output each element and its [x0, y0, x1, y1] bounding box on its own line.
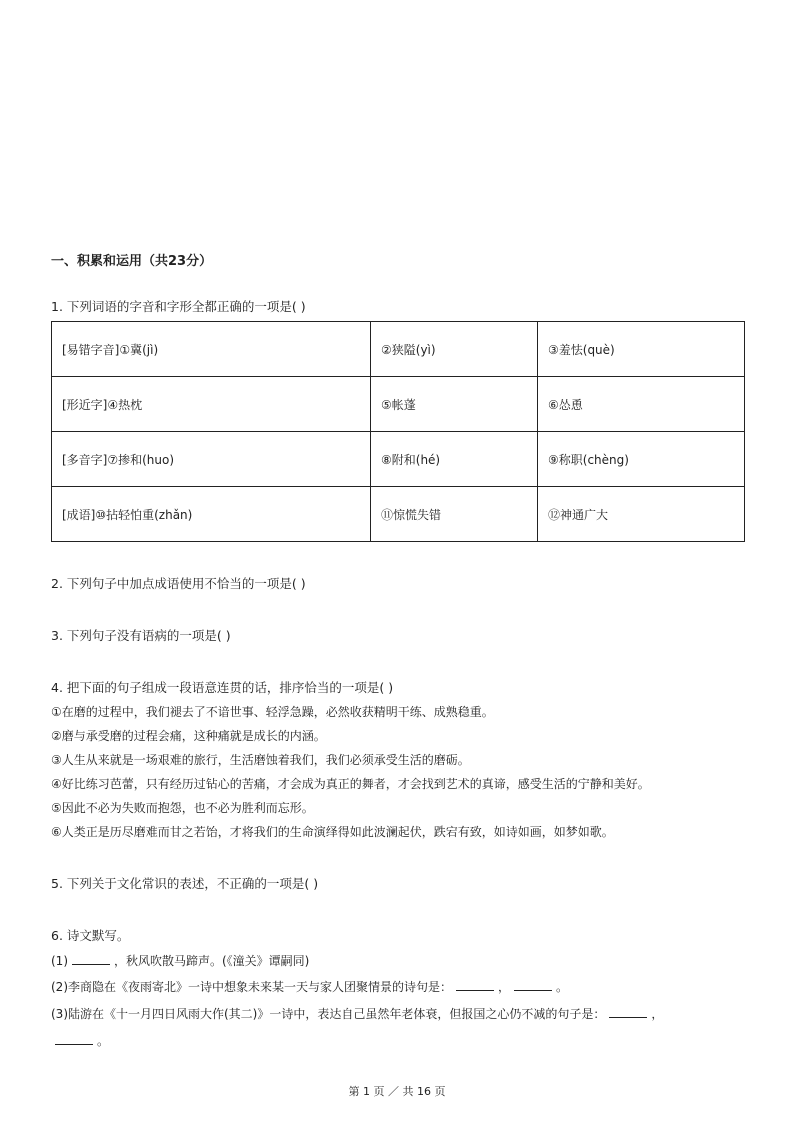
question-3-stem: 3. 下列句子没有语病的一项是( ) — [51, 628, 231, 643]
dictation-text: (2)李商隐在《夜雨寄北》一诗中想象未来某一天与家人团聚情景的诗句是： — [51, 980, 453, 994]
dictation-text: (3)陆游在《十一月四日风雨大作(其二)》一诗中，表达自己虽然年老体衰，但报国之心仍不减的句子是： — [51, 1007, 606, 1021]
table-cell: ⑥怂恿 — [538, 377, 745, 432]
table-cell: ⑨称职(chèng) — [538, 432, 745, 487]
section-title: 一、积累和运用（共23分） — [51, 254, 213, 269]
table-cell: [多音字]⑦掺和(huo) — [52, 432, 371, 487]
table-cell: ⑤帐蓬 — [371, 377, 538, 432]
dictation-separator: ， — [498, 980, 511, 994]
question-2-stem: 2. 下列句子中加点成语使用不恰当的一项是( ) — [51, 576, 306, 591]
answer-blank[interactable] — [72, 954, 110, 965]
dictation-line-1 — [51, 952, 309, 969]
question-4-sentence: ⑤因此不必为失败而抱怨，也不必为胜利而忘形。 — [51, 801, 314, 815]
table-cell: ②狭隘(yì) — [371, 322, 538, 377]
table-cell: ⑧附和(hé) — [371, 432, 538, 487]
table-row — [52, 487, 745, 542]
question-4-sentence: ⑥人类正是历尽磨难而甘之若饴，才将我们的生命演绎得如此波澜起伏，跌宕有致，如诗如画，如梦如歌。 — [51, 825, 614, 839]
question-1-stem: 1. 下列词语的字音和字形全都正确的一项是( ) — [51, 299, 306, 314]
table-row — [52, 432, 745, 487]
dictation-text: ，秋风吹散马蹄声。(《潼关》谭嗣同) — [114, 954, 310, 968]
question-4-sentence: ①在磨的过程中，我们褪去了不谙世事、轻浮急躁，必然收获精明干练、成熟稳重。 — [51, 705, 494, 719]
dictation-line-2 — [51, 978, 568, 995]
answer-blank[interactable] — [55, 1034, 93, 1045]
dictation-prefix: (1) — [51, 954, 68, 968]
dictation-end: 。 — [97, 1034, 110, 1048]
answer-blank[interactable] — [514, 980, 552, 991]
question-4-sentence: ③人生从来就是一场艰难的旅行，生活磨蚀着我们，我们必须承受生活的磨砺。 — [51, 753, 470, 767]
dictation-end: 。 — [556, 980, 569, 994]
question-4-sentence: ②磨与承受磨的过程会痛，这种痛就是成长的内涵。 — [51, 729, 326, 743]
table-cell: [易错字音]①冀(jì) — [52, 322, 371, 377]
answer-blank[interactable] — [456, 980, 494, 991]
table-cell: [形近字]④热枕 — [52, 377, 371, 432]
question-5-stem: 5. 下列关于文化常识的表述，不正确的一项是( ) — [51, 876, 319, 891]
page-footer: 第 1 页 ／ 共 16 页 — [348, 1085, 446, 1098]
question-6-stem: 6. 诗文默写。 — [51, 928, 130, 943]
table-cell: ⑫神通广大 — [538, 487, 745, 542]
table-cell: ③羞怯(què) — [538, 322, 745, 377]
question-4-stem: 4. 把下面的句子组成一段语意连贯的话，排序恰当的一项是( ) — [51, 680, 394, 695]
table-cell: ⑪惊慌失错 — [371, 487, 538, 542]
dictation-line-3 — [51, 1005, 663, 1022]
table-row — [52, 377, 745, 432]
answer-blank[interactable] — [609, 1007, 647, 1018]
dictation-line-3-continued — [51, 1032, 109, 1049]
question-1-table — [51, 321, 745, 542]
table-row — [52, 322, 745, 377]
dictation-separator: ， — [651, 1007, 664, 1021]
question-4-sentence: ④好比练习芭蕾，只有经历过钻心的苦痛，才会成为真正的舞者，才会找到艺术的真谛，感受生活的宁静和美好。 — [51, 777, 650, 791]
table-cell: [成语]⑩拈轻怕重(zhǎn) — [52, 487, 371, 542]
